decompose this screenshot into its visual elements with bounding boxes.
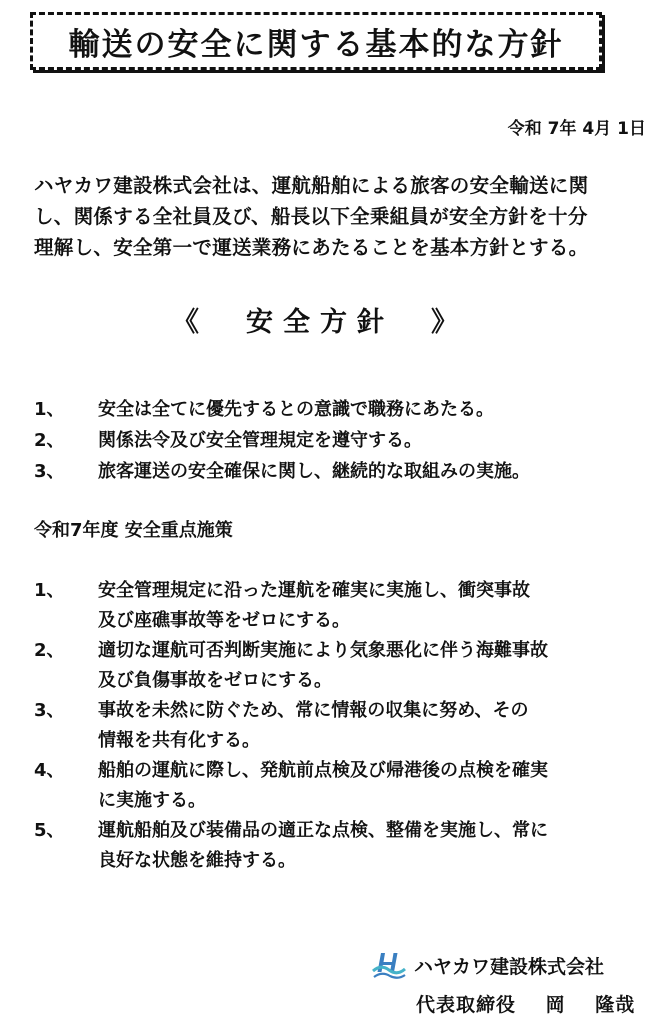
item-number: 3、: [34, 700, 65, 721]
item-text: 関係法令及び安全管理規定を遵守する。: [98, 430, 422, 451]
measures-heading: 令和7年度 安全重点施策: [34, 520, 233, 541]
list-item: [34, 636, 644, 696]
representative-given-name: 隆哉: [595, 994, 636, 1016]
list-item: [34, 456, 644, 487]
item-text: 船舶の運航に際し、発航前点検及び帰港後の点検を確実: [98, 760, 548, 781]
intro-line: 理解し、安全第一で運送業務にあたることを基本方針とする。: [34, 236, 589, 259]
item-text: 運航船舶及び装備品の適正な点検、整備を実施し、常に: [98, 820, 548, 841]
list-item: [34, 394, 644, 425]
item-number: 2、: [34, 640, 65, 661]
list-item: [34, 576, 644, 636]
item-text: 旅客運送の安全確保に関し、継続的な取組みの実施。: [98, 461, 530, 482]
item-text: 及び負傷事故をゼロにする。: [98, 670, 332, 691]
policy-list: [34, 394, 644, 487]
item-number: 4、: [34, 760, 65, 781]
item-text: 情報を共有化する。: [98, 730, 260, 751]
list-item: [34, 756, 644, 816]
representative-family-name: 岡: [545, 994, 566, 1016]
item-text: に実施する。: [98, 790, 206, 811]
title-box: [30, 12, 602, 70]
intro-line: ハヤカワ建設株式会社は、運航船舶による旅客の安全輸送に関: [34, 174, 589, 197]
list-item: [34, 816, 644, 876]
measures-list: [34, 576, 644, 876]
signature-block: [372, 950, 652, 1017]
issue-date: 令和 7年 4月 1日: [507, 119, 646, 139]
intro-line: し、関係する全社員及び、船長以下全乗組員が安全方針を十分: [34, 205, 588, 228]
item-number: 3、: [34, 461, 65, 482]
list-item: [34, 425, 644, 456]
item-text: 事故を未然に防ぐため、常に情報の収集に努め、その: [98, 700, 529, 721]
item-text: 安全は全てに優先するとの意識で職務にあたる。: [98, 399, 494, 420]
item-text: 安全管理規定に沿った運航を確実に実施し、衝突事故: [98, 580, 530, 601]
item-text: 適切な運航可否判断実施により気象悪化に伴う海難事故: [98, 640, 548, 661]
company-logo-icon: [372, 950, 406, 980]
item-text: 及び座礁事故等をゼロにする。: [98, 610, 350, 631]
representative-title: 代表取締役: [416, 994, 517, 1016]
list-item: [34, 696, 644, 756]
item-number: 1、: [34, 580, 65, 601]
item-number: 2、: [34, 430, 65, 451]
item-text: 良好な状態を維持する。: [98, 850, 296, 871]
item-number: 1、: [34, 399, 65, 420]
representative: [416, 990, 652, 1017]
intro-paragraph: [34, 170, 634, 263]
item-number: 5、: [34, 820, 65, 841]
document-title: 輸送の安全に関する基本的な方針: [68, 26, 564, 63]
company-name: ハヤカワ建設株式会社: [414, 955, 605, 978]
policy-heading: 《 安全方針 》: [172, 307, 468, 338]
